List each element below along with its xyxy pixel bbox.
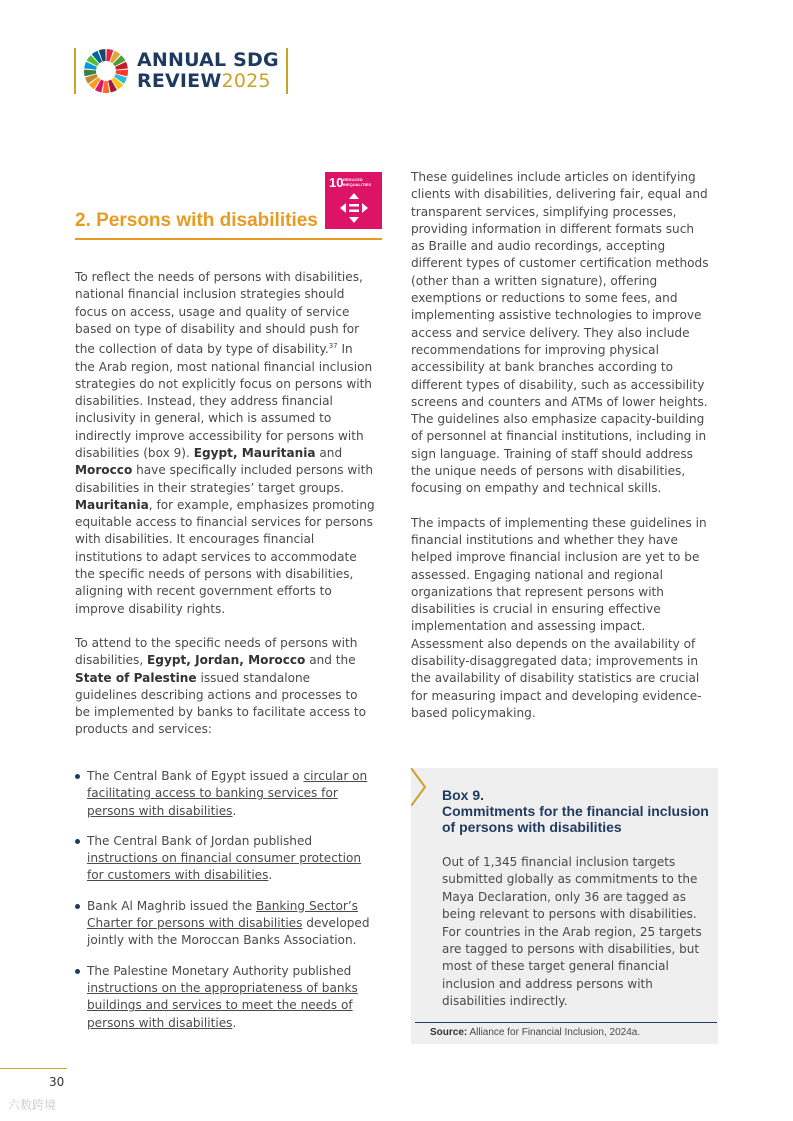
paragraph: These guidelines include articles on identifying clients with disabilities, delivering fair, equal and transparent services, simplifying processes, providing information in different formats such as Braille and audio recordings, accepting different types of customer certification methods (other than a written signature), offering exemptions or reductions to some fees, and implementing assistive technologies to improve access and service delivery. They also include recommendations for improving physical accessibility at bank branches according to different types of disability, such as accessibility screens and counters and ATMs of lower heights. The guidelines also emphasize capacity-building of personnel at financial institutions, including in sign language. Training of staff should address the unique needs of persons with disabilities, focusing on empathy and technical skills. bbox=[411, 170, 709, 496]
report-title-line2: REVIEW bbox=[137, 70, 222, 92]
box-9 bbox=[411, 768, 718, 1044]
box-source bbox=[430, 1027, 640, 1038]
text: , for example, emphasizes promoting equitable access to financial services for persons with disabilities. It encourages financial institutions to adapt services to accommodate the specific needs of persons with disabilities, aligning with recent government efforts to improve disability rights. bbox=[75, 497, 375, 616]
text: To reflect the needs of persons with disabilities, national financial inclusion strategies should focus on access, usage and quality of service based on type of disability and should push for the collection of data by type of disability. bbox=[75, 270, 363, 357]
text: . bbox=[232, 1015, 237, 1030]
box-title bbox=[442, 787, 712, 835]
country-name: Mauritania bbox=[75, 497, 149, 512]
watermark: 六数跨境 bbox=[8, 1098, 57, 1112]
document-link[interactable]: instructions on the appropriateness of banks buildings and services to meet the needs of persons with disabilities bbox=[87, 980, 358, 1030]
report-title bbox=[137, 50, 279, 92]
left-column bbox=[75, 269, 375, 756]
country-name: Egypt, Jordan, Morocco bbox=[147, 653, 306, 668]
text: In the Arab region, most national financial inclusion strategies do not explicitly focus on persons with disabilities. Instead, they address financial inclusivity in general, which is assumed to indirectly improve accessibility for persons with disabilities (box 9). bbox=[75, 342, 373, 460]
text: The Central Bank of Jordan published bbox=[87, 833, 313, 848]
document-link[interactable]: circular on facilitating access to banking services for persons with disabilities bbox=[87, 769, 368, 818]
box-divider bbox=[415, 1022, 717, 1023]
paragraph: The impacts of implementing these guidelines in financial institutions and whether they have helped improve financial inclusion are yet to be assessed. Engaging national and regional organizations that represent persons with disabilities is crucial in ensuring effective implementation and assessing impact. Assessment also depends on the availability of disability-disaggregated data; improvements in the availability of disability statistics are crucial for measuring impact and developing evidence-based policymaking. bbox=[411, 515, 707, 720]
page-number: 30 bbox=[49, 1075, 65, 1089]
country-name: Morocco bbox=[75, 463, 133, 478]
list-item bbox=[75, 833, 375, 885]
document-link[interactable]: instructions on financial consumer protection for customers with disabilities bbox=[87, 851, 362, 883]
text: To attend to the specific needs of persons with disabilities, bbox=[75, 635, 358, 668]
source-text: Alliance for Financial Inclusion, 2024a. bbox=[467, 1027, 641, 1038]
box-body: Out of 1,345 financial inclusion targets submitted globally as commitments to the Maya Declaration, only 36 are tagged as being relevant to persons with disabilities. For countries in the Arab region, 25 targets are tagged to persons with disabilities, but most of these target general financial inclusion and address persons with disabilities indirectly. bbox=[442, 855, 702, 1009]
report-year: 2025 bbox=[221, 70, 271, 92]
box-label: Box 9. bbox=[442, 787, 485, 803]
equality-icon bbox=[339, 192, 369, 224]
text: The Palestine Monetary Authority published bbox=[87, 963, 352, 978]
list-item bbox=[75, 768, 375, 820]
report-logo bbox=[74, 48, 288, 94]
country-name: State of Palestine bbox=[75, 670, 197, 685]
section-title: 2. Persons with disabilities bbox=[75, 210, 318, 231]
right-column bbox=[411, 169, 711, 739]
paragraph bbox=[75, 269, 375, 618]
report-title-line1: ANNUAL SDG bbox=[137, 49, 279, 71]
sdg-number: 10 bbox=[329, 175, 344, 190]
logo-divider-right bbox=[286, 48, 288, 94]
sdg-label: REDUCED INEQUALITIES bbox=[343, 177, 372, 187]
footnote-ref[interactable]: 37 bbox=[328, 342, 338, 351]
text: issued standalone guidelines describing actions and processes to be implemented by banks to facilitate access to products and services: bbox=[75, 670, 367, 737]
text: . bbox=[268, 868, 273, 883]
text: and the bbox=[305, 653, 356, 668]
list-item bbox=[75, 898, 375, 950]
section-underline bbox=[75, 238, 382, 240]
guidelines-list bbox=[75, 768, 375, 1045]
country-name: Egypt, Mauritania bbox=[193, 446, 316, 460]
text: . bbox=[232, 803, 237, 818]
text: and bbox=[315, 446, 343, 460]
document-link[interactable]: Banking Sector’s Charter for persons with disabilities bbox=[87, 898, 358, 931]
list-item bbox=[75, 963, 375, 1032]
text: Bank Al Maghrib issued the bbox=[87, 898, 257, 913]
source-label: Source: bbox=[430, 1027, 468, 1038]
logo-divider bbox=[74, 48, 76, 94]
sdg-wheel-segment bbox=[103, 81, 110, 93]
box-corner-icon bbox=[411, 768, 435, 806]
text: have specifically included persons with disabilities in their strategies’ target groups. bbox=[75, 463, 374, 495]
box-heading: Commitments for the financial inclusion of persons with disabilities bbox=[442, 803, 709, 835]
sdg-wheel-icon bbox=[83, 48, 129, 94]
sdg-10-badge bbox=[325, 172, 382, 229]
footer-rule bbox=[0, 1068, 67, 1069]
paragraph bbox=[75, 635, 375, 739]
text: The Central Bank of Egypt issued a bbox=[87, 769, 304, 783]
text: developed jointly with the Moroccan Banks Association. bbox=[87, 916, 370, 948]
